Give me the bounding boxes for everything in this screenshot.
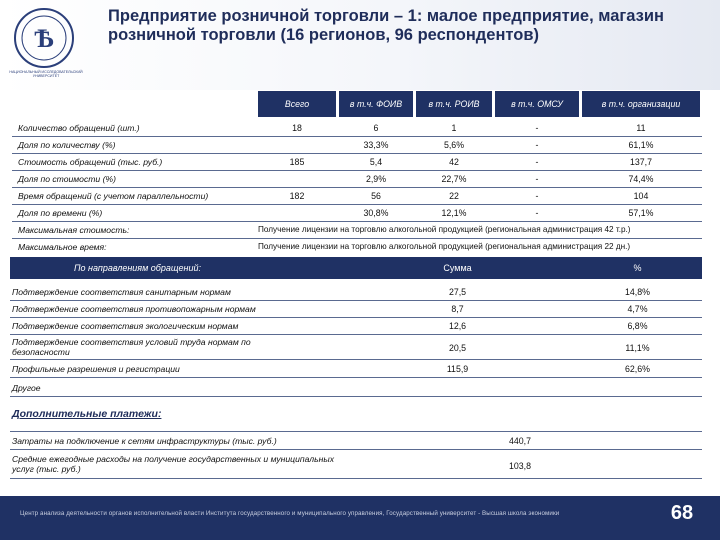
row-divider bbox=[12, 136, 702, 137]
cell-org: 61,1% bbox=[628, 140, 654, 150]
direction-row-sum: 20,5 bbox=[448, 343, 467, 353]
cell-foiv: 6 bbox=[373, 123, 379, 133]
direction-row-label: Подтверждение соответствия экологическим нормам bbox=[12, 321, 239, 331]
direction-row-label: Подтверждение соответствия противопожарным нормам bbox=[12, 304, 256, 314]
cell-foiv: 5,4 bbox=[369, 157, 383, 167]
max-time-value: Получение лицензии на торговлю алкогольной продукцией (региональная администрация 22 дн.) bbox=[258, 242, 631, 251]
cell-foiv: 56 bbox=[371, 191, 381, 201]
cell-roiv: 5,6% bbox=[443, 140, 465, 150]
logo-caption: НАЦИОНАЛЬНЫЙ ИССЛЕДОВАТЕЛЬСКИЙ УНИВЕРСИТЕТ bbox=[9, 70, 83, 79]
cell-org: 74,4% bbox=[628, 174, 654, 184]
max-time-label: Максимальное время: bbox=[18, 242, 107, 252]
direction-row-label: Подтверждение соответствия санитарным нормам bbox=[12, 287, 231, 297]
row-divider bbox=[10, 431, 702, 432]
extra-row-label: Затраты на подключение к сетям инфраструктуры (тыс. руб.) bbox=[12, 436, 277, 446]
cell-foiv: 33,3% bbox=[363, 140, 389, 150]
page-title: Предприятие розничной торговли – 1: малое предприятие, магазин розничной торговли (16 регионов, 96 респондентов) bbox=[108, 7, 664, 44]
university-logo bbox=[13, 7, 75, 69]
row-divider bbox=[10, 396, 702, 397]
direction-row-sum: 12,6 bbox=[448, 321, 467, 331]
direction-row-sum: 27,5 bbox=[448, 287, 467, 297]
col-header-roiv: в т.ч. РОИВ bbox=[416, 91, 492, 117]
cell-foiv: 2,9% bbox=[365, 174, 387, 184]
row-divider bbox=[10, 377, 702, 378]
cell-org: 137,7 bbox=[629, 157, 652, 167]
row-divider bbox=[12, 170, 702, 171]
direction-row-label: Профильные разрешения и регистрации bbox=[12, 364, 180, 374]
row-label: Доля по количеству (%) bbox=[18, 140, 116, 150]
cell-omsu: - bbox=[535, 208, 539, 218]
cell-foiv: 30,8% bbox=[363, 208, 389, 218]
col-header-total: Всего bbox=[258, 91, 336, 117]
cell-omsu: - bbox=[535, 174, 539, 184]
page-number: 68 bbox=[670, 501, 694, 524]
direction-row-label: Подтверждение соответствия условий труда нормам по безопасности bbox=[12, 337, 251, 357]
col-header-foiv: в т.ч. ФОИВ bbox=[339, 91, 413, 117]
cell-roiv: 42 bbox=[449, 157, 459, 167]
row-divider bbox=[12, 221, 702, 222]
row-divider bbox=[10, 359, 702, 360]
row-divider bbox=[10, 334, 702, 335]
extra-payments-title: Дополнительные платежи: bbox=[12, 408, 162, 420]
cell-org: 104 bbox=[633, 191, 649, 201]
row-divider bbox=[10, 449, 702, 450]
cell-total: 185 bbox=[289, 157, 305, 167]
direction-row-pct: 11,1% bbox=[625, 343, 650, 353]
row-label: Доля по времени (%) bbox=[18, 208, 103, 218]
row-divider bbox=[12, 187, 702, 188]
cell-org: 57,1% bbox=[628, 208, 654, 218]
cell-omsu: - bbox=[535, 140, 539, 150]
direction-row-sum: 115,9 bbox=[446, 364, 469, 374]
cell-roiv: 1 bbox=[451, 123, 457, 133]
direction-header-pct: % bbox=[633, 263, 642, 273]
cell-omsu: - bbox=[535, 191, 539, 201]
max-cost-label: Максимальная стоимость: bbox=[18, 225, 130, 235]
row-divider bbox=[12, 153, 702, 154]
row-label: Время обращений (с учетом параллельности) bbox=[18, 191, 209, 201]
row-label: Количество обращений (шт.) bbox=[18, 123, 140, 133]
cell-total: 18 bbox=[292, 123, 302, 133]
row-divider bbox=[10, 317, 702, 318]
row-divider bbox=[12, 238, 702, 239]
footer-band bbox=[0, 496, 720, 540]
direction-row-pct: 4,7% bbox=[627, 304, 648, 314]
cell-roiv: 12,1% bbox=[441, 208, 467, 218]
cell-roiv: 22,7% bbox=[441, 174, 467, 184]
cell-roiv: 22 bbox=[449, 191, 459, 201]
extra-row-label: Средние ежегодные расходы на получение государственных и муниципальных услуг (тыс. руб.) bbox=[12, 454, 334, 474]
footer-text: Центр анализа деятельности органов исполнительной власти Института государственного и муниципального управления, Государственный университет - Высшая школа экономики bbox=[20, 510, 560, 517]
col-header-org: в т.ч. организации bbox=[582, 91, 700, 117]
row-label: Доля по стоимости (%) bbox=[18, 174, 116, 184]
cell-omsu: - bbox=[535, 123, 539, 133]
direction-row-label: Другое bbox=[12, 383, 41, 393]
cell-total: 182 bbox=[289, 191, 305, 201]
cell-org: 11 bbox=[636, 123, 646, 133]
direction-row-pct: 14,8% bbox=[625, 287, 650, 297]
col-header-omsu: в т.ч. ОМСУ bbox=[495, 91, 579, 117]
direction-header-sum: Сумма bbox=[443, 263, 472, 273]
max-cost-value: Получение лицензии на торговлю алкогольной продукцией (региональная администрация 42 т.р.) bbox=[258, 225, 631, 234]
svg-text:Ѣ: Ѣ bbox=[34, 24, 54, 53]
row-label: Стоимость обращений (тыс. руб.) bbox=[18, 157, 163, 167]
extra-row-value: 440,7 bbox=[508, 436, 531, 446]
row-divider bbox=[10, 478, 702, 479]
row-divider bbox=[10, 300, 702, 301]
cell-omsu: - bbox=[535, 157, 539, 167]
row-divider bbox=[12, 204, 702, 205]
extra-row-value: 103,8 bbox=[508, 461, 531, 471]
direction-header-label: По направлениям обращений: bbox=[74, 263, 201, 273]
direction-row-pct: 62,6% bbox=[625, 364, 650, 374]
direction-row-pct: 6,8% bbox=[627, 321, 648, 331]
direction-row-sum: 8,7 bbox=[451, 304, 464, 314]
